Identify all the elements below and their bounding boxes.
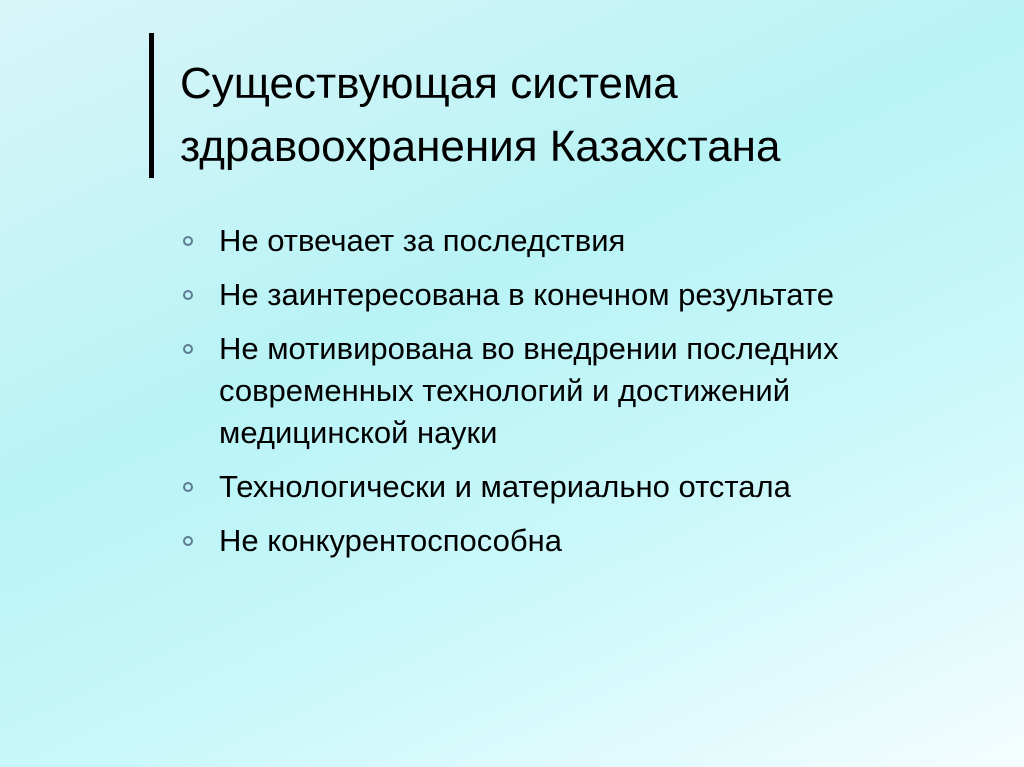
bullet-text: Не отвечает за последствия xyxy=(219,223,626,258)
hollow-circle-bullet-icon xyxy=(183,290,193,300)
bullet-item xyxy=(183,328,983,454)
hollow-circle-bullet-icon xyxy=(183,344,193,354)
bullet-list xyxy=(183,220,983,574)
title-accent-bar xyxy=(149,33,154,178)
bullet-text: Технологически и материально отстала xyxy=(219,469,791,504)
bullet-item xyxy=(183,220,983,262)
hollow-circle-bullet-icon xyxy=(183,482,193,492)
hollow-circle-bullet-icon xyxy=(183,236,193,246)
bullet-text: Не мотивирована во внедрении последних современных технологий и достижений медицинской науки xyxy=(219,331,839,450)
bullet-item xyxy=(183,520,983,562)
bullet-text: Не конкурентоспособна xyxy=(219,523,562,558)
slide-title: Существующая система здравоохранения Казахстана xyxy=(180,59,781,171)
hollow-circle-bullet-icon xyxy=(183,536,193,546)
bullet-item xyxy=(183,274,983,316)
bullet-item xyxy=(183,466,983,508)
bullet-text: Не заинтересована в конечном результате xyxy=(219,277,834,312)
